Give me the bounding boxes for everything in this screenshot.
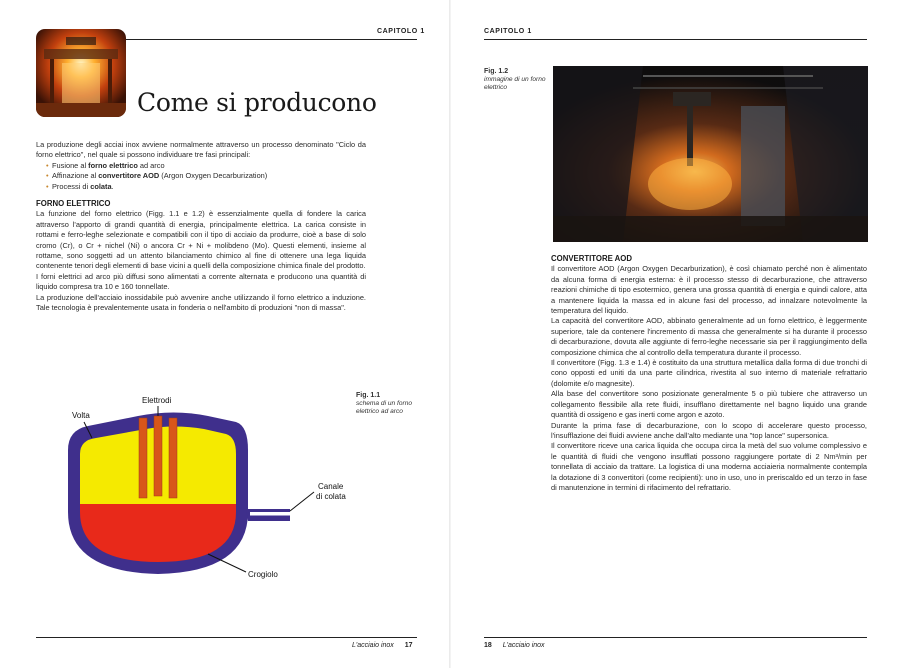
left-page bbox=[0, 0, 449, 668]
label-crogiolo: Crogiolo bbox=[248, 570, 278, 579]
footer-book-title: L'acciaio inox bbox=[502, 642, 545, 649]
footer-rule bbox=[36, 637, 417, 638]
figure-caption bbox=[484, 68, 546, 92]
page-footer bbox=[352, 642, 413, 649]
electric-furnace-photo bbox=[553, 66, 868, 242]
furnace-thumbnail-image bbox=[36, 29, 126, 117]
page-number: 18 bbox=[484, 642, 492, 649]
footer-rule bbox=[484, 637, 867, 638]
page-footer bbox=[484, 642, 545, 649]
header-rule bbox=[484, 39, 867, 40]
page-title: Come si producono bbox=[137, 88, 377, 117]
figure-caption-text: immagine di un forno elettrico bbox=[484, 76, 546, 91]
paragraph: La produzione dell'acciaio inossidabile può avvenire anche utilizzando il forno elettrico a induzione. Tale tecnologia è prevalentemente usata in fonderia o nell'ambito di produzioni "non di massa". bbox=[36, 292, 366, 313]
aod-section bbox=[551, 254, 867, 493]
figure-label: Fig. 1.1 bbox=[356, 392, 381, 399]
electrode bbox=[169, 418, 177, 498]
chapter-label: CAPITOLO 1 bbox=[484, 28, 532, 35]
page-number: 17 bbox=[404, 642, 413, 649]
paragraph: I forni elettrici ad arco più diffusi sono alimentati a corrente alternata e producono una quantità di liquido compresa tra 10 e 160 tonnellate. bbox=[36, 271, 366, 292]
label-canale: Canale bbox=[318, 482, 344, 491]
paragraph: Durante la prima fase di decarburazione, con lo scopo di accelerare questo processo, l'insufflazione dei fluidi avviene anche dall'alto mediante una "top lance" supersonica. bbox=[551, 420, 867, 440]
list-item: • Processi di colata. bbox=[46, 182, 366, 192]
paragraph: Alla base del convertitore sono posizionate generalmente 5 o più tubiere che attraverso un collegamento flessibile alla rete fluidi, insufflano direttamente nel bagno liquido una grande quantità di ossigeno e gas inerti come argon e azoto. bbox=[551, 389, 867, 420]
label-elettrodi: Elettrodi bbox=[142, 396, 172, 405]
figure-label: Fig. 1.2 bbox=[484, 68, 509, 75]
paragraph: La capacità del convertitore AOD, abbinato generalmente ad un forno elettrico, è leggermente superiore, tale da contenere l'incremento di massa che generalmente si ha durante il processo di decarburazione, dovuta alle aggiunte di ferro-leghe necessarie sia per il raggiungimento della composizione chimica che al controllo della temperatura durante il processo. bbox=[551, 316, 867, 357]
intro-block bbox=[36, 140, 366, 314]
chapter-label: CAPITOLO 1 bbox=[377, 28, 425, 35]
electrode bbox=[154, 416, 162, 496]
figure-caption-text: schema di un forno elettrico ad arco bbox=[356, 400, 413, 415]
label-volta: Volta bbox=[72, 411, 90, 420]
section-heading-forno: FORNO ELETTRICO bbox=[36, 199, 111, 209]
section-heading-aod: CONVERTITORE AOD bbox=[551, 254, 633, 263]
arc-furnace-diagram bbox=[58, 392, 368, 592]
process-steps-list bbox=[36, 161, 366, 192]
electrode bbox=[139, 418, 147, 498]
paragraph: La funzione del forno elettrico (Figg. 1.1 e 1.2) è essenzialmente quella di fondere la carica attraverso l'apporto di grandi quantità di energia, principalmente elettrica. La carica consiste in rottami e ferro-leghe selezionate e compatibili con il tipo di acciaio da produrre, cioè a base di solo cromo (Cr), o Cr + nichel (Ni) o ancora Cr + Ni + molibdeno (Mo). Questi elementi, insieme al rottame, sono soggetti ad un attento bilanciamento chimico al fine di ottenere una lega liquida contenente tenori degli elementi di base vicini a quelli della composizione chimica finale del prodotto. bbox=[36, 209, 366, 271]
paragraph: Il convertitore riceve una carica liquida che occupa circa la metà del suo volume complessivo e le quantità di fluidi che vengono insufflati possono raggiungere portate di 2 Nm³/min per tonnellata di acciaio da trattare. La logistica di una moderna acciaieria normalmente contempla la dotazione di 3 convertitori (come recipienti): uno in uso, uno in preriscaldo ed un terzo in fase di manutenzione in termini di rifacimento del refrattario. bbox=[551, 441, 867, 492]
paragraph: Il convertitore (Figg. 1.3 e 1.4) è costituito da una struttura metallica dalla forma di due tronchi di cono opposti ed uniti da una parte cilindrica, rivestita al suo interno di materiale refrattario (dolomite e/o magnesite). bbox=[551, 358, 867, 388]
label-di-colata: di colata bbox=[316, 492, 346, 501]
list-item: • Fusione al forno elettrico ad arco bbox=[46, 161, 366, 171]
paragraph: Il convertitore AOD (Argon Oxygen Decarburization), è così chiamato perché non è alimentato da alcuna forma di energia esterna: è il processo stesso di decarburazione, che attraverso reazioni chimiche di tipo esotermico, genera una grossa quantità di energia e quindi calore, atta a mantenere liquida la massa ed in alcune fasi del processo, ad innalzare notevolmente la temperatura del liquido. bbox=[551, 264, 867, 316]
intro-paragraph: La produzione degli acciai inox avviene normalmente attraverso un processo denominato "Ciclo da forno elettrico", nel quale si possono individuare tre fasi principali: bbox=[36, 140, 366, 160]
list-item: • Affinazione al convertitore AOD (Argon Oxygen Decarburization) bbox=[46, 171, 366, 181]
right-page bbox=[451, 0, 900, 668]
footer-book-title: L'acciaio inox bbox=[352, 642, 394, 649]
